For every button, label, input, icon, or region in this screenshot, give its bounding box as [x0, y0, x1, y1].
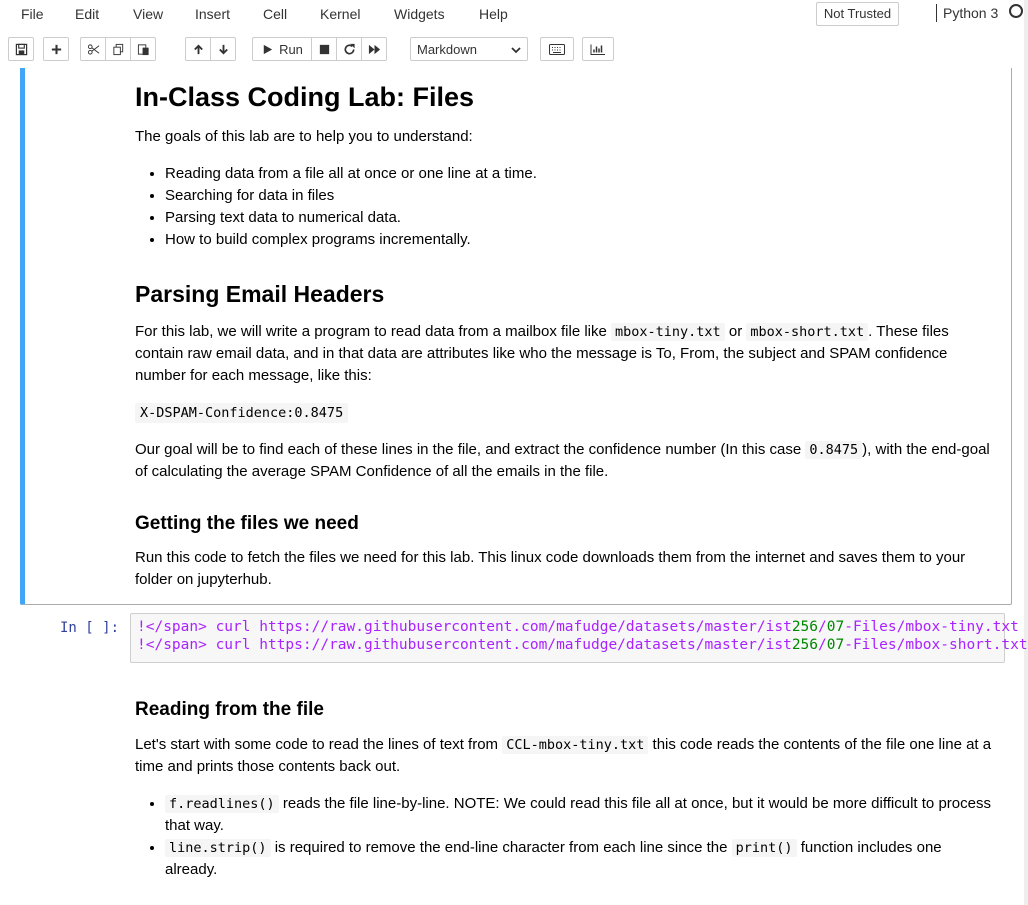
code-line: !</span> curl https://raw.githubusercontent.com/mafudge/datasets/master/ist256/07-Files/mbox-tiny.txt [137, 619, 1019, 635]
inline-code: 0.8475 [805, 441, 862, 459]
inline-code: CCL-mbox-tiny.txt [502, 736, 648, 754]
keyboard-icon [549, 43, 565, 56]
code-editor[interactable] [130, 613, 1028, 663]
menu-insert[interactable]: Insert [195, 6, 231, 22]
move-up-button[interactable] [185, 37, 211, 61]
fast-forward-icon [368, 43, 381, 56]
section-heading: Getting the files we need [135, 513, 359, 534]
menu-edit[interactable]: Edit [75, 6, 100, 22]
restart-icon [343, 43, 356, 56]
save-icon [15, 43, 28, 56]
inline-code: mbox-short.txt [746, 323, 868, 341]
move-down-button[interactable] [210, 37, 236, 61]
move-group [185, 37, 236, 61]
play-icon [261, 43, 274, 56]
menu-cell[interactable]: Cell [263, 6, 288, 22]
inline-code: print() [732, 839, 797, 857]
section-heading: Parsing Email Headers [135, 281, 385, 307]
run-group [252, 37, 387, 61]
list-item: • Parsing text data to numerical data. [165, 207, 995, 229]
command-palette-button[interactable] [540, 37, 574, 61]
bar-chart-icon [590, 43, 606, 56]
stop-icon [318, 43, 331, 56]
copy-button[interactable] [105, 37, 131, 61]
list-item: • How to build complex programs incrementally. [165, 229, 995, 251]
section-heading: Reading from the file [135, 699, 324, 720]
insert-cell-button[interactable] [43, 37, 69, 61]
paragraph: Our goal will be to find each of these lines in the file, and extract the confidence number (In this case 0.8475 ), with the end-goal of calculating the average SPAM Confidence of all the emails in the file. [135, 441, 990, 480]
input-prompt: In [ ]: [60, 620, 120, 636]
not-trusted-button[interactable]: Not Trusted [816, 2, 899, 26]
menu-widgets[interactable]: Widgets [394, 6, 445, 22]
arrow-up-icon [192, 43, 205, 56]
code-example: X-DSPAM-Confidence:0.8475 [135, 402, 995, 424]
chart-button[interactable] [582, 37, 614, 61]
restart-run-all-button[interactable] [361, 37, 387, 61]
intro-text: The goals of this lab are to help you to understand: [135, 128, 473, 145]
paragraph: Let's start with some code to read the lines of text from CCL-mbox-tiny.txt this code reads the contents of the file one line at a time and prints those contents back out. [135, 736, 992, 775]
menu-view[interactable]: View [133, 6, 164, 22]
insert-group [43, 37, 69, 61]
edit-group [80, 37, 156, 61]
kernel-idle-icon [1009, 4, 1023, 18]
kernel-name: Python 3 [936, 4, 998, 22]
keyboard-group [540, 37, 574, 61]
menu-kernel[interactable]: Kernel [320, 6, 361, 22]
run-button[interactable] [252, 37, 312, 61]
list-item: • line.strip() is required to remove the end-line character from each line since the print() function includes one already. [165, 837, 995, 881]
cut-button[interactable] [80, 37, 106, 61]
chart-group [582, 37, 614, 61]
menu-help[interactable]: Help [479, 6, 508, 22]
save-button[interactable] [8, 37, 34, 61]
restart-button[interactable] [336, 37, 362, 61]
plus-icon [50, 43, 63, 56]
inline-code: f.readlines() [165, 795, 279, 813]
paragraph: Run this code to fetch the files we need for this lab. This linux code downloads them from the internet and saves them to your folder on jupyterhub. [135, 549, 966, 588]
code-line: !</span> curl https://raw.githubusercontent.com/mafudge/datasets/master/ist256/07-Files/mbox-short.txt [137, 637, 1028, 653]
list-item: • Searching for data in files [165, 185, 995, 207]
notebook-container [0, 68, 1028, 905]
cell-type-value: Markdown [417, 42, 477, 57]
chevron-down-icon [511, 45, 521, 55]
list-item: • Reading data from a file all at once or one line at a time. [165, 163, 995, 185]
lab-title: In-Class Coding Lab: Files [135, 82, 475, 112]
save-group [8, 37, 34, 61]
goals-list [135, 163, 995, 251]
list-item: • f.readlines() reads the file line-by-line. NOTE: We could read this file all at once, but it would be more difficult to process that way. [165, 793, 995, 837]
cell-type-select[interactable] [410, 37, 528, 61]
paste-button[interactable] [130, 37, 156, 61]
interrupt-button[interactable] [311, 37, 337, 61]
arrow-down-icon [217, 43, 230, 56]
code-cell[interactable] [20, 613, 1028, 665]
copy-icon [112, 43, 125, 56]
paste-icon [137, 43, 150, 56]
inline-code: line.strip() [165, 839, 271, 857]
scissors-icon [87, 43, 100, 56]
menu-file[interactable]: File [21, 6, 44, 22]
paragraph: For this lab, we will write a program to read data from a mailbox file like mbox-tiny.txt or mbox-short.txt . These files contain raw email data, and in that data are attributes like who the message is To, From, the subject and SPAM confidence number for each message, like this: [135, 323, 949, 384]
tips-list [135, 793, 995, 881]
menubar [0, 0, 1024, 30]
run-label: Run [279, 41, 303, 57]
inline-code: mbox-tiny.txt [611, 323, 725, 341]
